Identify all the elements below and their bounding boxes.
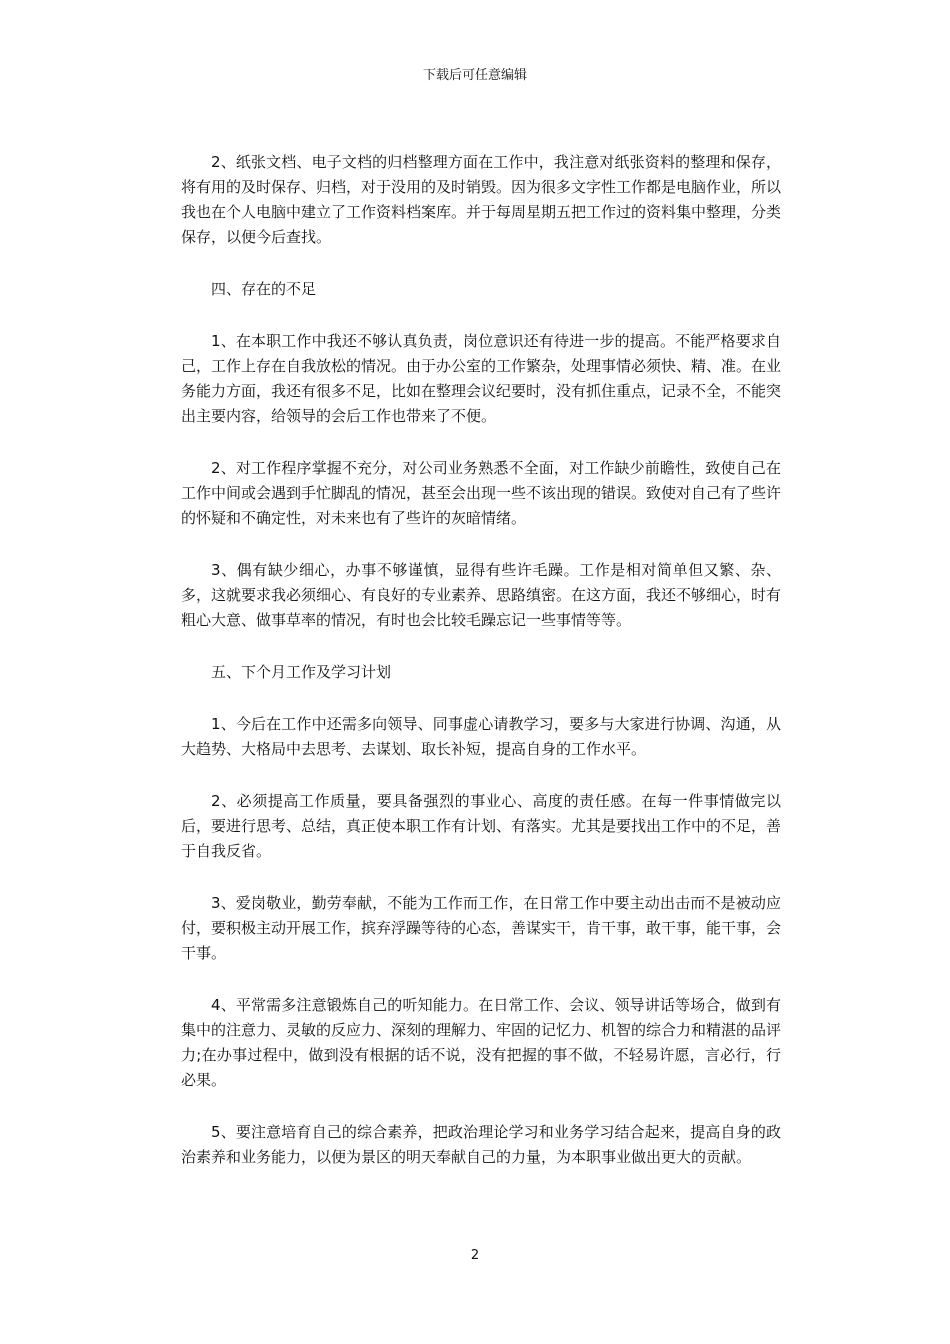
- paragraph-plan-5: 5、要注意培育自己的综合素养，把政治理论学习和业务学习结合起来，提高自身的政治素养和业务能力，以便为景区的明天奉献自己的力量，为本职事业做出更大的贡献。: [181, 1123, 781, 1166]
- paragraph-plan-2: 2、必须提高工作质量，要具备强烈的事业心、高度的责任感。在每一件事情做完以后，要进行思考、总结，真正使本职工作有计划、有落实。尤其是要找出工作中的不足，善于自我反省。: [181, 792, 782, 860]
- paragraph-plan-3: 3、爱岗敬业，勤劳奉献，不能为工作而工作，在日常工作中要主动出击而不是被动应付，要积极主动开展工作，摈弃浮躁等待的心态，善谋实干，肯干事，敢干事，能干事，会干事。: [181, 894, 782, 962]
- section-heading-next-month-plan: 五、下个月工作及学习计划: [211, 663, 392, 681]
- paragraph-shortcoming-3: 3、偶有缺少细心，办事不够谨慎，显得有些许毛躁。工作是相对简单但又繁、杂、多，这就要求我必须细心、有良好的专业素养、思路缜密。在这方面，我还不够细心，时有粗心大意、做事草率的情况，有时也会比较毛躁忘记一些事情等等。: [181, 561, 782, 629]
- paragraph-plan-1: 1、今后在工作中还需多向领导、同事虚心请教学习，要多与大家进行协调、沟通，从大趋势、大格局中去思考、去谋划、取长补短，提高自身的工作水平。: [181, 715, 781, 758]
- paragraph-archiving: 2、纸张文档、电子文档的归档整理方面在工作中，我注意对纸张资料的整理和保存，将有用的及时保存、归档，对于没用的及时销毁。因为很多文字性工作都是电脑作业，所以我也在个人电脑中建立了工作资料档案库。并于每周星期五把工作过的资料集中整理，分类保存，以便今后查找。: [181, 153, 782, 246]
- paragraph-plan-4: 4、平常需多注意锻炼自己的听知能力。在日常工作、会议、领导讲话等场合，做到有集中的注意力、灵敏的反应力、深刻的理解力、牢固的记忆力、机智的综合力和精湛的品评力;在办事过程中，做到没有根据的话不说，没有把握的事不做，不轻易许愿，言必行，行必果。: [181, 996, 782, 1089]
- page-number: 2: [470, 1248, 480, 1263]
- page-header: 下载后可任意编辑: [422, 68, 527, 83]
- section-heading-shortcomings: 四、存在的不足: [211, 280, 317, 298]
- document-body: [181, 150, 781, 1197]
- paragraph-shortcoming-1: 1、在本职工作中我还不够认真负责，岗位意识还有待进一步的提高。不能严格要求自己，工作上存在自我放松的情况。由于办公室的工作繁杂，处理事情必须快、精、准。在业务能力方面，我还有很多不足，比如在整理会议纪要时，没有抓住重点，记录不全，不能突出主要内容，给领导的会后工作也带来了不便。: [181, 332, 782, 425]
- paragraph-shortcoming-2: 2、对工作程序掌握不充分，对公司业务熟悉不全面，对工作缺少前瞻性，致使自己在工作中间或会遇到手忙脚乱的情况，甚至会出现一些不该出现的错误。致使对自己有了些许的怀疑和不确定性，对未来也有了些许的灰暗情绪。: [181, 459, 782, 527]
